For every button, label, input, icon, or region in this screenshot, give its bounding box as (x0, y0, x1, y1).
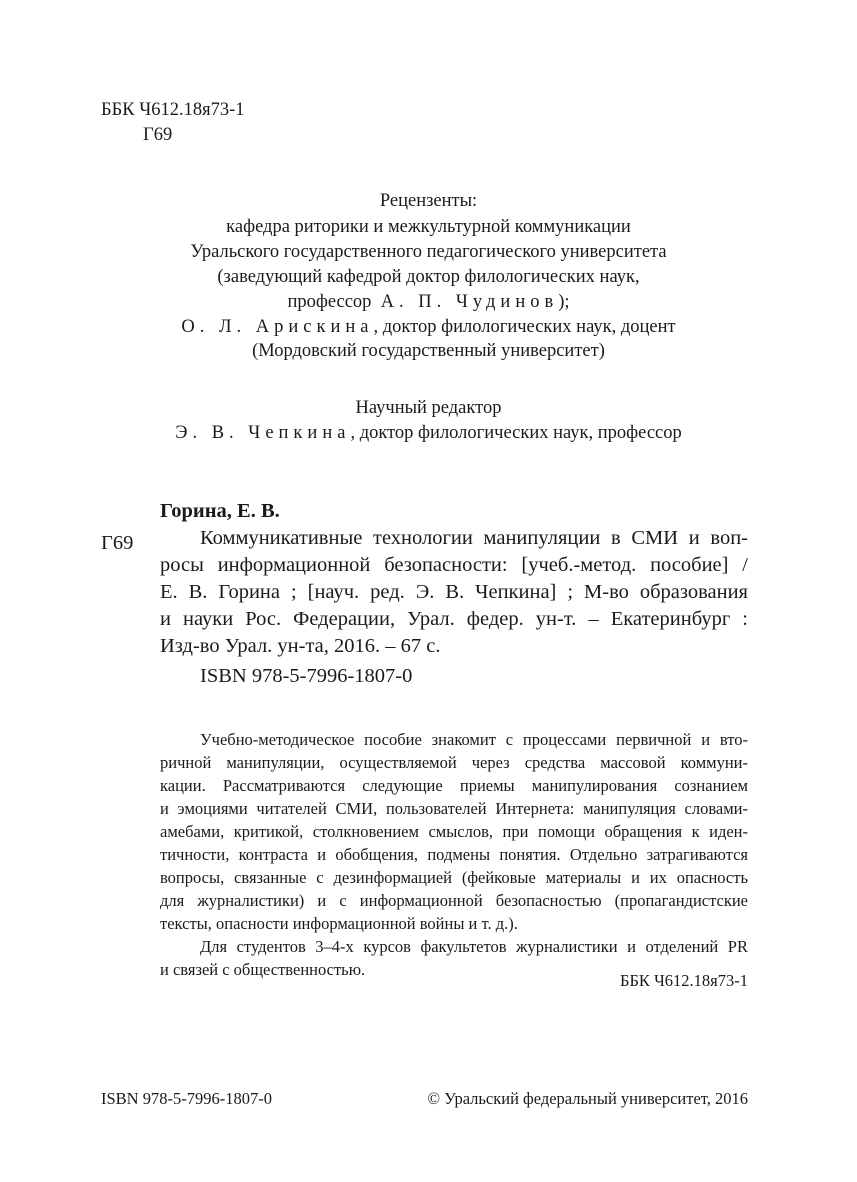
reviewer-name-ariskina: О. Л. Арискина (181, 317, 374, 337)
author-heading: Горина, Е. В. (160, 500, 280, 522)
abstract-line: тичности, контраста и обобщения, подмены понятия. Отдельно затрагиваются (160, 845, 748, 864)
abstract-line: кации. Рассматриваются следующие приемы манипулирования сознанием (160, 776, 748, 795)
reviewer-suffix: ); (558, 292, 570, 312)
reviewers-title: Рецензенты: (379, 191, 478, 211)
editor-credentials: , доктор филологических наук, профессор (350, 423, 682, 443)
abstract-bbk: ББК Ч612.18я73-1 (619, 971, 748, 990)
reviewers-line: кафедра риторики и межкультурной коммуникации (226, 217, 631, 237)
footer-copyright: © Уральский федеральный университет, 2016 (427, 1089, 748, 1108)
abstract (160, 728, 748, 981)
record-line: и науки Рос. Федерации, Урал. федер. ун-т. – Екатеринбург : (160, 608, 748, 630)
audience-line: и связей с общественностью. (160, 960, 366, 979)
abstract-line: Учебно-методическое пособие знакомит с процессами первичной и вто- (200, 730, 748, 749)
abstract-line: вопросы, связанные с дезинформацией (фейковые материалы и их опасность (160, 868, 748, 887)
author-mark: Г69 (143, 125, 173, 145)
second-reviewer-line (0, 315, 857, 340)
editor-title: Научный редактор (355, 398, 502, 418)
reviewers-line: (заведующий кафедрой доктор филологических наук, (217, 267, 640, 287)
record-description (160, 525, 748, 660)
reviewers-line-head (0, 290, 857, 315)
audience-line: Для студентов 3–4-х курсов факультетов журналистики и отделений PR (200, 937, 748, 956)
abstract-line: амебами, критикой, столкновением смыслов, при помощи обращения к иден- (160, 822, 748, 841)
reviewer-affiliation: (Мордовский государственный университет) (252, 341, 605, 361)
editor-name: Э. В. Чепкина (175, 423, 351, 443)
abstract-line: для журналистики) и с информационной безопасностью (пропагандистские (160, 891, 748, 910)
bbk-code: ББК Ч612.18я73-1 (101, 100, 245, 120)
abstract-line: тексты, опасности информационной войны и т. д.). (160, 914, 518, 933)
record-mark: Г69 (101, 532, 134, 554)
reviewer-credentials: , доктор филологических наук, доцент (373, 317, 676, 337)
reviewer-title-label: профессор (287, 292, 372, 312)
record-line: росы информационной безопасности: [учеб.-метод. пособие] / (160, 554, 748, 576)
reviewers-line: Уральского государственного педагогического университета (190, 242, 667, 262)
record-line: Изд-во Урал. ун-та, 2016. – 67 с. (160, 635, 441, 657)
footer-isbn: ISBN 978-5-7996-1807-0 (101, 1089, 272, 1108)
record-line: Е. В. Горина ; [науч. ред. Э. В. Чепкина] ; М-во образования (160, 581, 748, 603)
reviewer-name-chudinov: А. П. Чудинов (380, 292, 559, 312)
record-line: Коммуникативные технологии манипуляции в СМИ и воп- (200, 527, 748, 549)
abstract-line: ричной манипуляции, осуществляемой через средства массовой коммуни- (160, 753, 748, 772)
record-isbn: ISBN 978-5-7996-1807-0 (200, 665, 413, 687)
editor-line (0, 421, 857, 446)
abstract-line: и эмоциями читателей СМИ, пользователей Интернета: манипуляция словами- (160, 799, 748, 818)
